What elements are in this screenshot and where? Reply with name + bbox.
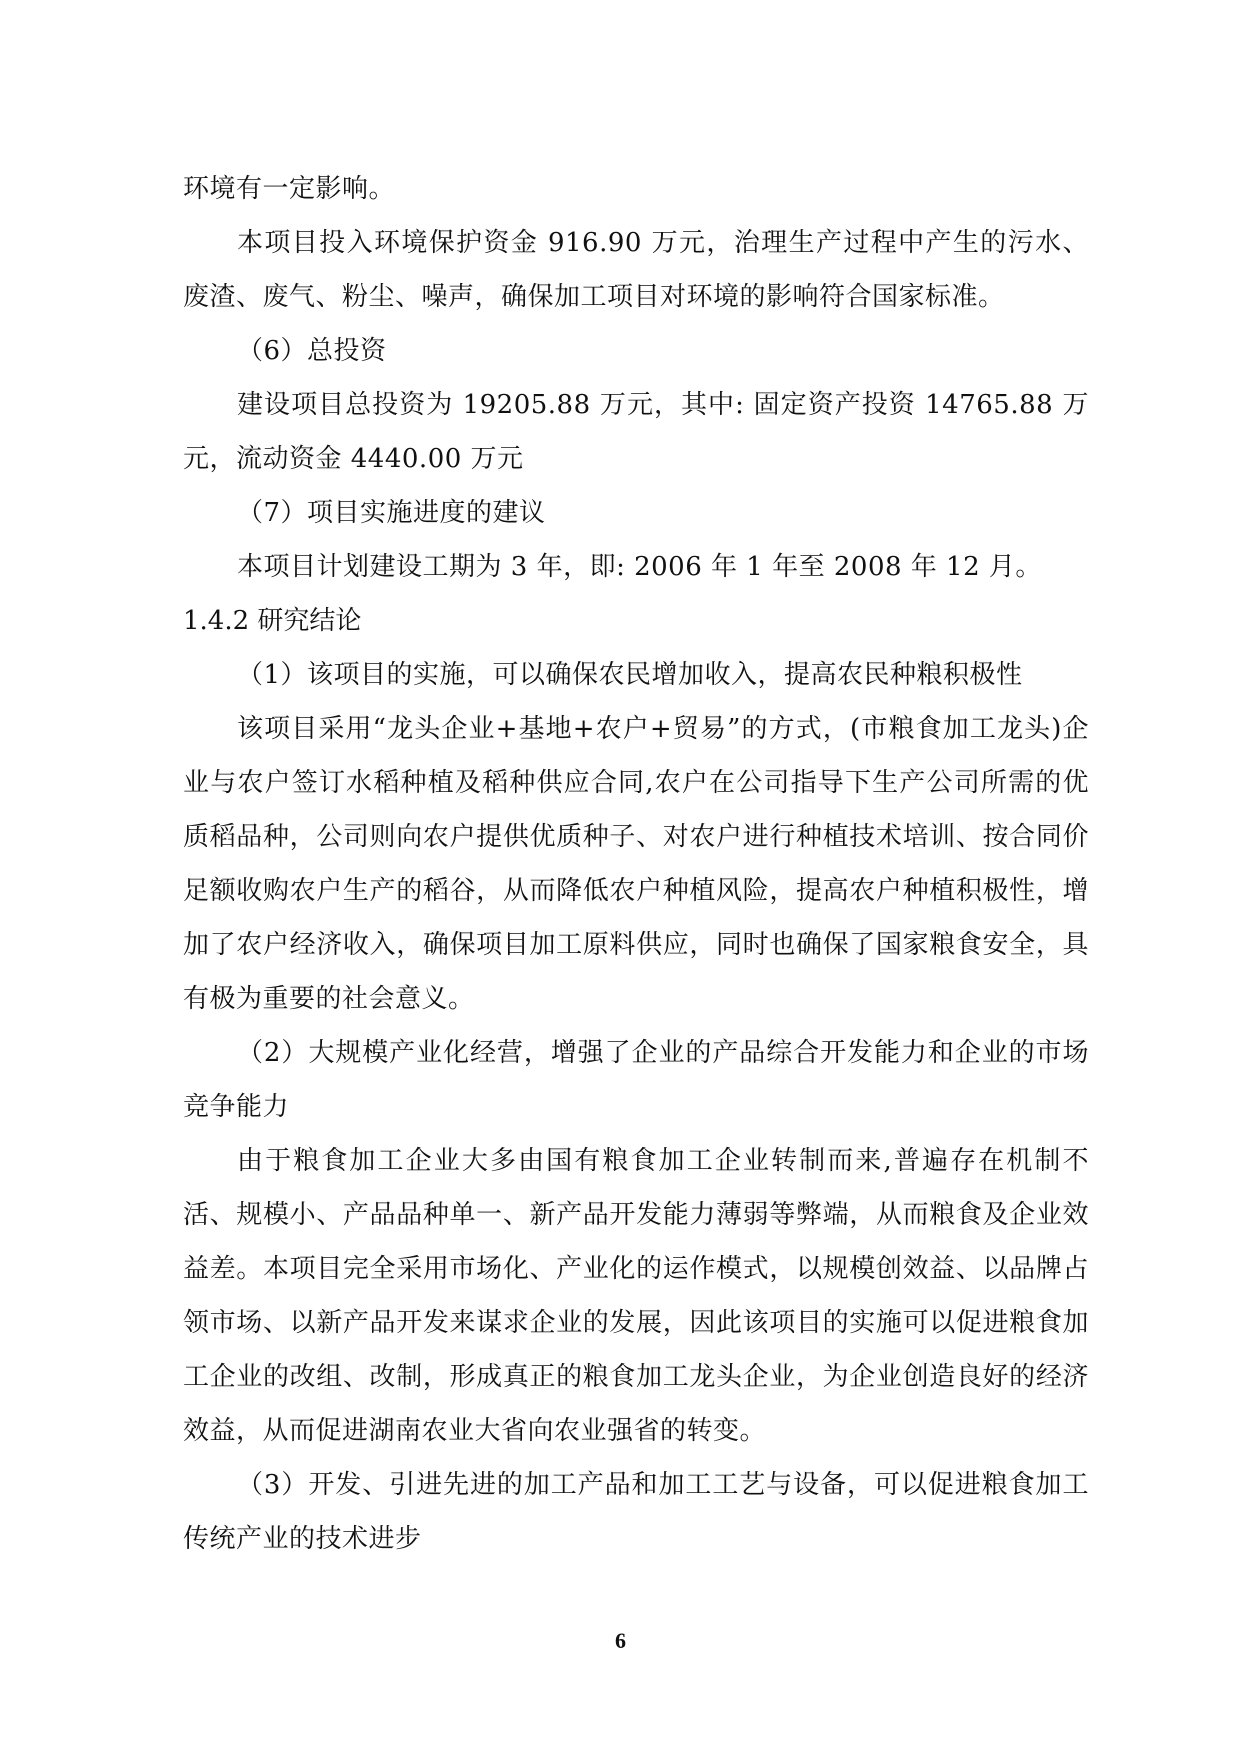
- paragraph-total-investment: 建设项目总投资为 19205.88 万元，其中: 固定资产投资 14765.88 万元，流动资金 4440.00 万元: [183, 390, 1089, 474]
- heading-total-investment: （6）总投资: [237, 336, 387, 366]
- paragraph-conclusion-2: 由于粮食加工企业大多由国有粮食加工企业转制而来,普遍存在机制不活、规模小、产品品种单一、新产品开发能力薄弱等弊端，从而粮食及企业效益差。本项目完全采用市场化、产业化的运作模式，以规模创效益、以品牌占领市场、以新产品开发来谋求企业的发展，因此该项目的实施可以促进粮食加工企业的改组、改制，形成真正的粮食加工龙头企业，为企业创造良好的经济效益，从而促进湖南农业大省向农业强省的转变。: [183, 1146, 1089, 1446]
- paragraph-env-impact-end: 环境有一定影响。: [183, 174, 396, 204]
- heading-conclusion-3: （3）开发、引进先进的加工产品和加工工艺与设备，可以促进粮食加工传统产业的技术进步: [183, 1470, 1089, 1554]
- page-number: 6: [615, 1628, 626, 1653]
- paragraph-env-investment: 本项目投入环境保护资金 916.90 万元，治理生产过程中产生的污水、废渣、废气、粉尘、噪声，确保加工项目对环境的影响符合国家标准。: [183, 228, 1089, 312]
- section-heading-research-conclusion: 1.4.2 研究结论: [183, 606, 362, 636]
- paragraph-conclusion-1: 该项目采用“龙头企业+基地+农户+贸易”的方式，(市粮食加工龙头)企业与农户签订水稻种植及稻种供应合同,农户在公司指导下生产公司所需的优质稻品种，公司则向农户提供优质种子、对农户进行种植技术培训、按合同价足额收购农户生产的稻谷，从而降低农户种植风险，提高农户种植积极性，增加了农户经济收入，确保项目加工原料供应，同时也确保了国家粮食安全，具有极为重要的社会意义。: [183, 714, 1090, 1014]
- heading-conclusion-1: （1）该项目的实施，可以确保农民增加收入，提高农民种粮积极性: [237, 660, 1023, 690]
- body-text: [183, 162, 1089, 1566]
- heading-schedule: （7）项目实施进度的建议: [237, 498, 546, 528]
- paragraph-schedule: 本项目计划建设工期为 3 年，即: 2006 年 1 年至 2008 年 12 月。: [237, 552, 1042, 582]
- heading-conclusion-2: （2）大规模产业化经营，增强了企业的产品综合开发能力和企业的市场竞争能力: [183, 1038, 1089, 1122]
